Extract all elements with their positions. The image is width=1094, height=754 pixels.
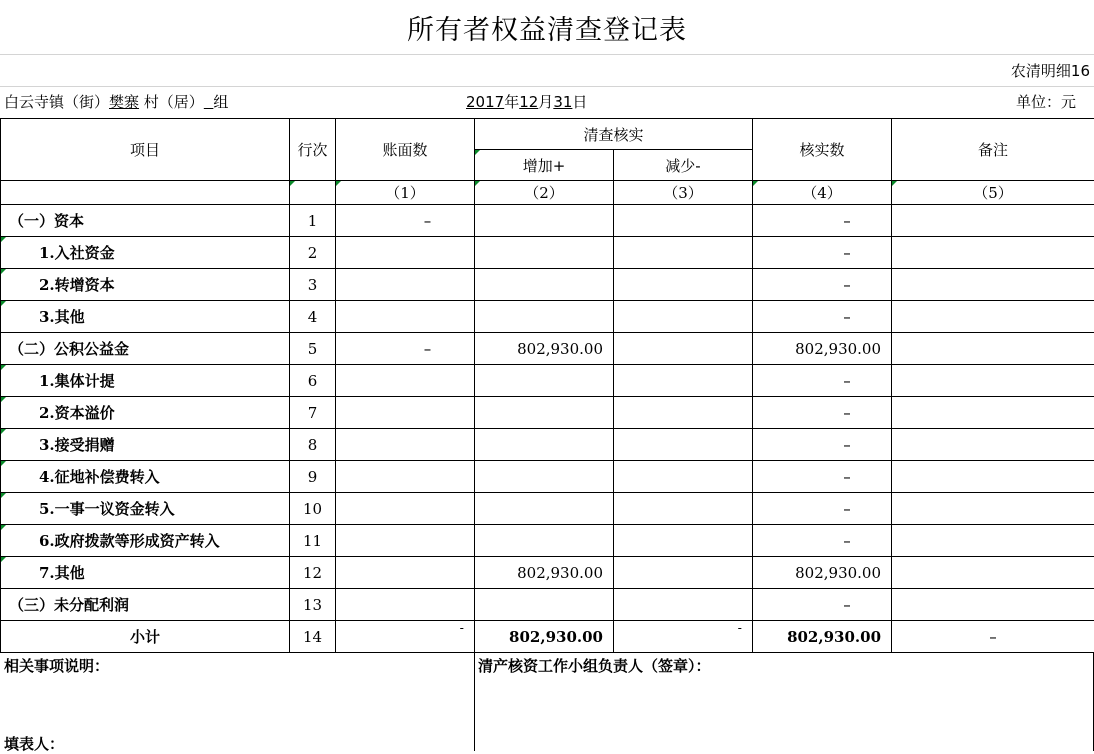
gridline [0, 54, 1094, 55]
subtotal-book[interactable]: - [336, 621, 475, 653]
table-row [1, 429, 1094, 461]
cell-decrease[interactable] [614, 365, 753, 397]
header-remark[interactable]: 备注 [892, 119, 1094, 181]
colnum-1[interactable]: （1） [336, 181, 475, 205]
cell-increase[interactable] [475, 461, 614, 493]
cell-item[interactable]: 1.入社资金 [1, 237, 290, 269]
cell-item[interactable]: （一）资本 [1, 205, 290, 237]
cell-row-no[interactable]: 8 [290, 429, 336, 461]
org-group-suffix: 组 [213, 93, 228, 111]
cell-increase[interactable] [475, 301, 614, 333]
equity-table [0, 118, 1094, 653]
cell-row-no[interactable]: 4 [290, 301, 336, 333]
date-month: 12 [519, 93, 538, 111]
cell-row-no[interactable]: 2 [290, 237, 336, 269]
cell-book[interactable] [336, 365, 475, 397]
cell-item[interactable]: （二）公积公益金 [1, 333, 290, 365]
org-line [4, 87, 228, 117]
table-row [1, 333, 1094, 365]
cell-row-no[interactable]: 11 [290, 525, 336, 557]
leader-signature-label: 清产核资工作小组负责人（签章）： [478, 655, 711, 676]
cell-decrease[interactable] [614, 589, 753, 621]
cell-item[interactable]: 2.转增资本 [1, 269, 290, 301]
form-code: 农清明细16 [1011, 56, 1090, 86]
date-year-suffix: 年 [504, 93, 519, 111]
cell-verified[interactable]: 802,930.00 [753, 333, 892, 365]
date-day: 31 [553, 93, 572, 111]
cell-row-no[interactable]: 1 [290, 205, 336, 237]
header-decrease[interactable]: 减少- [614, 150, 753, 181]
cell-item[interactable]: 5.一事一议资金转入 [1, 493, 290, 525]
date-day-suffix: 日 [572, 93, 587, 111]
cell-increase[interactable]: 802,930.00 [475, 557, 614, 589]
cell-remark[interactable] [892, 205, 1094, 237]
org-village: 樊寨 [109, 93, 139, 111]
cell-decrease[interactable] [614, 301, 753, 333]
cell-decrease[interactable] [614, 461, 753, 493]
report-date [466, 87, 587, 117]
cell-remark[interactable] [892, 525, 1094, 557]
date-year: 2017 [466, 93, 504, 111]
cell-increase[interactable] [475, 397, 614, 429]
subtotal-decrease[interactable]: - [614, 621, 753, 653]
cell-verified[interactable]: – [753, 365, 892, 397]
cell-row-no[interactable]: 9 [290, 461, 336, 493]
colnum-blank[interactable] [290, 181, 336, 205]
cell-row-no[interactable]: 7 [290, 397, 336, 429]
cell-row-no[interactable]: 3 [290, 269, 336, 301]
cell-book[interactable] [336, 269, 475, 301]
cell-book[interactable] [336, 397, 475, 429]
cell-remark[interactable] [892, 365, 1094, 397]
subtotal-label[interactable]: 小计 [1, 621, 290, 653]
subtotal-verified[interactable]: 802,930.00 [753, 621, 892, 653]
cell-row-no[interactable]: 6 [290, 365, 336, 397]
header-book[interactable]: 账面数 [336, 119, 475, 181]
cell-increase[interactable] [475, 205, 614, 237]
cell-decrease[interactable] [614, 493, 753, 525]
table-row [1, 397, 1094, 429]
table-row [1, 557, 1094, 589]
cell-item[interactable]: 4.征地补偿费转入 [1, 461, 290, 493]
cell-verified[interactable]: – [753, 269, 892, 301]
notes-label: 相关事项说明： [4, 655, 109, 676]
cell-book[interactable] [336, 493, 475, 525]
cell-book[interactable] [336, 525, 475, 557]
page-title: 所有者权益清查登记表 [0, 0, 1094, 54]
cell-decrease[interactable] [614, 205, 753, 237]
cell-decrease[interactable] [614, 269, 753, 301]
cell-verified[interactable]: – [753, 461, 892, 493]
colnum-4[interactable]: （4） [753, 181, 892, 205]
table-row [1, 461, 1094, 493]
cell-increase[interactable] [475, 429, 614, 461]
cell-verified[interactable]: 802,930.00 [753, 557, 892, 589]
table-row [1, 493, 1094, 525]
unit-label: 单位：元 [1016, 87, 1076, 117]
cell-item[interactable]: 1.集体计提 [1, 365, 290, 397]
cell-book[interactable] [336, 429, 475, 461]
cell-remark[interactable] [892, 493, 1094, 525]
cell-book[interactable] [336, 557, 475, 589]
org-village-suffix: 村（居） [139, 93, 204, 111]
cell-row-no[interactable]: 12 [290, 557, 336, 589]
cell-verified[interactable]: – [753, 493, 892, 525]
header-item[interactable]: 项目 [1, 119, 290, 181]
cell-verified[interactable]: – [753, 301, 892, 333]
cell-row-no[interactable]: 13 [290, 589, 336, 621]
notes-cell[interactable] [0, 653, 475, 751]
cell-increase[interactable] [475, 493, 614, 525]
cell-remark[interactable] [892, 589, 1094, 621]
cell-increase[interactable]: 802,930.00 [475, 333, 614, 365]
cell-book[interactable] [336, 461, 475, 493]
cell-row-no[interactable]: 10 [290, 493, 336, 525]
cell-increase[interactable] [475, 525, 614, 557]
date-month-suffix: 月 [538, 93, 553, 111]
cell-item[interactable]: 3.接受捐赠 [1, 429, 290, 461]
table-row [1, 525, 1094, 557]
cell-decrease[interactable] [614, 237, 753, 269]
cell-book[interactable] [336, 589, 475, 621]
cell-item[interactable]: 3.其他 [1, 301, 290, 333]
cell-verified[interactable]: – [753, 589, 892, 621]
subtotal-increase[interactable]: 802,930.00 [475, 621, 614, 653]
cell-book[interactable] [336, 237, 475, 269]
cell-remark[interactable] [892, 333, 1094, 365]
header-increase[interactable]: 增加+ [475, 150, 614, 181]
cell-decrease[interactable] [614, 333, 753, 365]
cell-verified[interactable]: – [753, 397, 892, 429]
filler-label: 填表人： [4, 733, 64, 754]
cell-remark[interactable] [892, 301, 1094, 333]
cell-item[interactable]: （三）未分配利润 [1, 589, 290, 621]
table-row [1, 205, 1094, 237]
header-check[interactable]: 清查核实 [475, 119, 753, 150]
footer-area [0, 653, 1094, 751]
table-row [1, 237, 1094, 269]
cell-remark[interactable] [892, 237, 1094, 269]
table-row [1, 301, 1094, 333]
colnum-3[interactable]: （3） [614, 181, 753, 205]
cell-increase[interactable] [475, 589, 614, 621]
cell-remark[interactable] [892, 557, 1094, 589]
cell-item[interactable]: 7.其他 [1, 557, 290, 589]
cell-remark[interactable] [892, 269, 1094, 301]
colnum-blank[interactable] [1, 181, 290, 205]
cell-book[interactable] [336, 301, 475, 333]
colnum-2[interactable]: （2） [475, 181, 614, 205]
cell-decrease[interactable] [614, 557, 753, 589]
header-verified[interactable]: 核实数 [753, 119, 892, 181]
cell-verified[interactable]: – [753, 429, 892, 461]
cell-remark[interactable] [892, 397, 1094, 429]
table-row [1, 365, 1094, 397]
org-group-blank [204, 93, 214, 111]
cell-increase[interactable] [475, 365, 614, 397]
cell-verified[interactable]: – [753, 237, 892, 269]
cell-row-no[interactable]: 5 [290, 333, 336, 365]
subtotal-row-no[interactable]: 14 [290, 621, 336, 653]
cell-verified[interactable]: – [753, 525, 892, 557]
header-row-no[interactable]: 行次 [290, 119, 336, 181]
colnum-5[interactable]: （5） [892, 181, 1094, 205]
table-row [1, 269, 1094, 301]
cell-book[interactable]: – [336, 333, 475, 365]
cell-decrease[interactable] [614, 525, 753, 557]
org-town: 白云寺镇（街） [4, 93, 109, 111]
subtotal-row [1, 621, 1094, 653]
cell-item[interactable]: 2.资本溢价 [1, 397, 290, 429]
subtotal-remark[interactable]: – [892, 621, 1094, 653]
cell-verified[interactable]: – [753, 205, 892, 237]
cell-item[interactable]: 6.政府拨款等形成资产转入 [1, 525, 290, 557]
cell-increase[interactable] [475, 269, 614, 301]
cell-remark[interactable] [892, 461, 1094, 493]
cell-increase[interactable] [475, 237, 614, 269]
cell-decrease[interactable] [614, 397, 753, 429]
table-row [1, 589, 1094, 621]
cell-remark[interactable] [892, 429, 1094, 461]
cell-book[interactable]: – [336, 205, 475, 237]
cell-decrease[interactable] [614, 429, 753, 461]
